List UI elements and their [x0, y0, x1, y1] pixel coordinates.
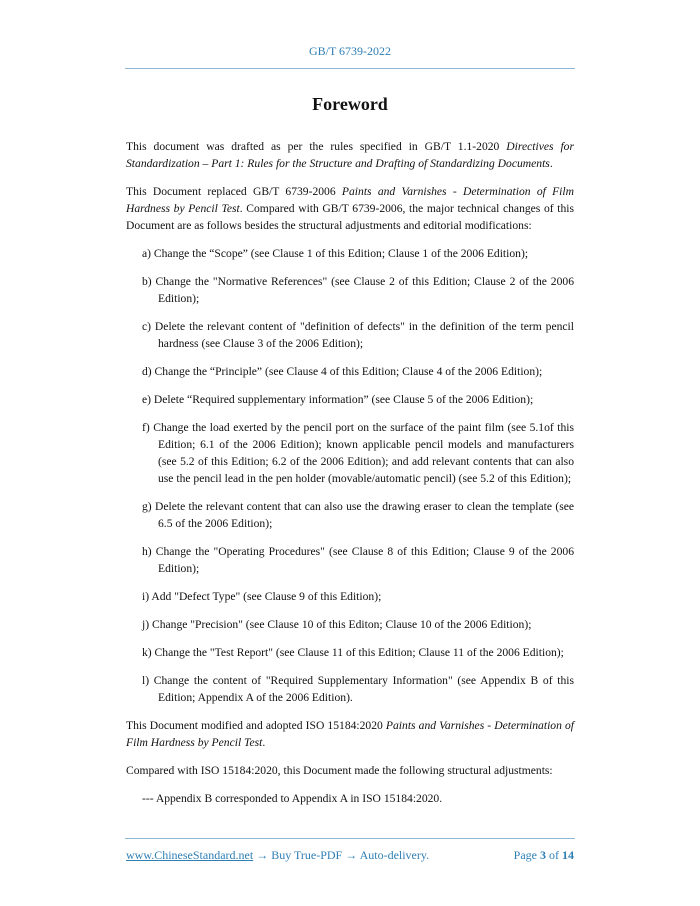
change-item: l) Change the content of "Required Supplementary Information" (see Appendix B of this Edition; Appendix A of the 2006 Edition).	[142, 674, 574, 704]
change-item: f) Change the load exerted by the pencil port on the surface of the paint film (see 5.1of this Edition; 6.1 of the 2006 Edition); known applicable pencil models and manufacturers (see 5.2 of this Edition; 6.2 of the 2006 Edition); and add relevant contents that can also use the pencil lead in the pen holder (movable/automatic pencil) (see 5.2 of this Edition);	[142, 421, 574, 485]
appendix-note: --- Appendix B corresponded to Appendix A in ISO 15184:2020.	[142, 792, 443, 805]
change-item: d) Change the “Principle” (see Clause 4 of this Edition; Clause 4 of the 2006 Edition);	[142, 365, 543, 378]
page-label: Page	[513, 848, 537, 862]
intro-paragraph	[126, 138, 574, 172]
change-item: a) Change the “Scope” (see Clause 1 of this Edition; Clause 1 of the 2006 Edition);	[142, 247, 529, 260]
page-total: 14	[562, 848, 574, 862]
change-item: h) Change the "Operating Procedures" (see Clause 8 of this Edition; Clause 9 of the 2006 Edition);	[142, 545, 574, 575]
page-current: 3	[540, 848, 546, 862]
website-link[interactable]: www.ChineseStandard.net	[126, 848, 254, 862]
change-item: e) Delete “Required supplementary information” (see Clause 5 of the 2006 Edition);	[142, 393, 534, 406]
page-of: of	[549, 848, 559, 862]
italic-title: Directives for Standardization – Part 1: Rules for the Structure and Drafting of Standardizing Documents	[126, 140, 574, 170]
promo-text: → Buy True-PDF → Auto-delivery.	[253, 848, 430, 862]
header-divider	[125, 68, 575, 69]
adoption-paragraph	[126, 717, 574, 751]
comparison-paragraph: Compared with ISO 15184:2020, this Document made the following structural adjustments:	[126, 764, 553, 777]
text-run: This document was drafted as per the rules specified in GB/T 1.1-2020	[126, 140, 507, 153]
header-doc-id: GB/T 6739-2022	[308, 44, 392, 58]
document-body	[126, 92, 574, 807]
change-item: k) Change the "Test Report" (see Clause 11 of this Edition; Clause 11 of the 2006 Edition);	[142, 646, 564, 659]
italic-title: Paints and Varnishes - Determination of Film Hardness by Pencil Test	[126, 719, 574, 749]
text-run: .	[549, 157, 553, 170]
replacement-paragraph	[126, 183, 574, 234]
change-item: j) Change "Precision" (see Clause 10 of this Editon; Clause 10 of the 2006 Edition);	[142, 618, 532, 631]
change-item: b) Change the "Normative References" (see Clause 2 of this Edition; Clause 2 of the 2006 Edition);	[142, 275, 574, 305]
text-run: . Compared with GB/T 6739-2006, the major technical changes of this Document are as follows besides the structural adjustments and editorial modifications:	[126, 202, 574, 232]
footer-left	[126, 848, 429, 863]
footer-divider	[125, 838, 575, 839]
page-indicator	[514, 848, 574, 863]
italic-title: Paints and Varnishes - Determination of Film Hardness by Pencil Test	[126, 185, 575, 215]
change-item: i) Add "Defect Type" (see Clause 9 of this Edition);	[142, 590, 382, 603]
page-title: Foreword	[312, 94, 388, 114]
text-run: This Document modified and adopted ISO 15184:2020	[126, 719, 386, 732]
change-item: g) Delete the relevant content that can also use the drawing eraser to clean the template (see 6.5 of the 2006 Edition);	[142, 500, 574, 530]
text-run: .	[262, 736, 266, 749]
text-run: This Document replaced GB/T 6739-2006	[126, 185, 342, 198]
change-item: c) Delete the relevant content of "definition of defects" in the definition of the term pencil hardness (see Clause 3 of the 2006 Edition);	[142, 320, 574, 350]
